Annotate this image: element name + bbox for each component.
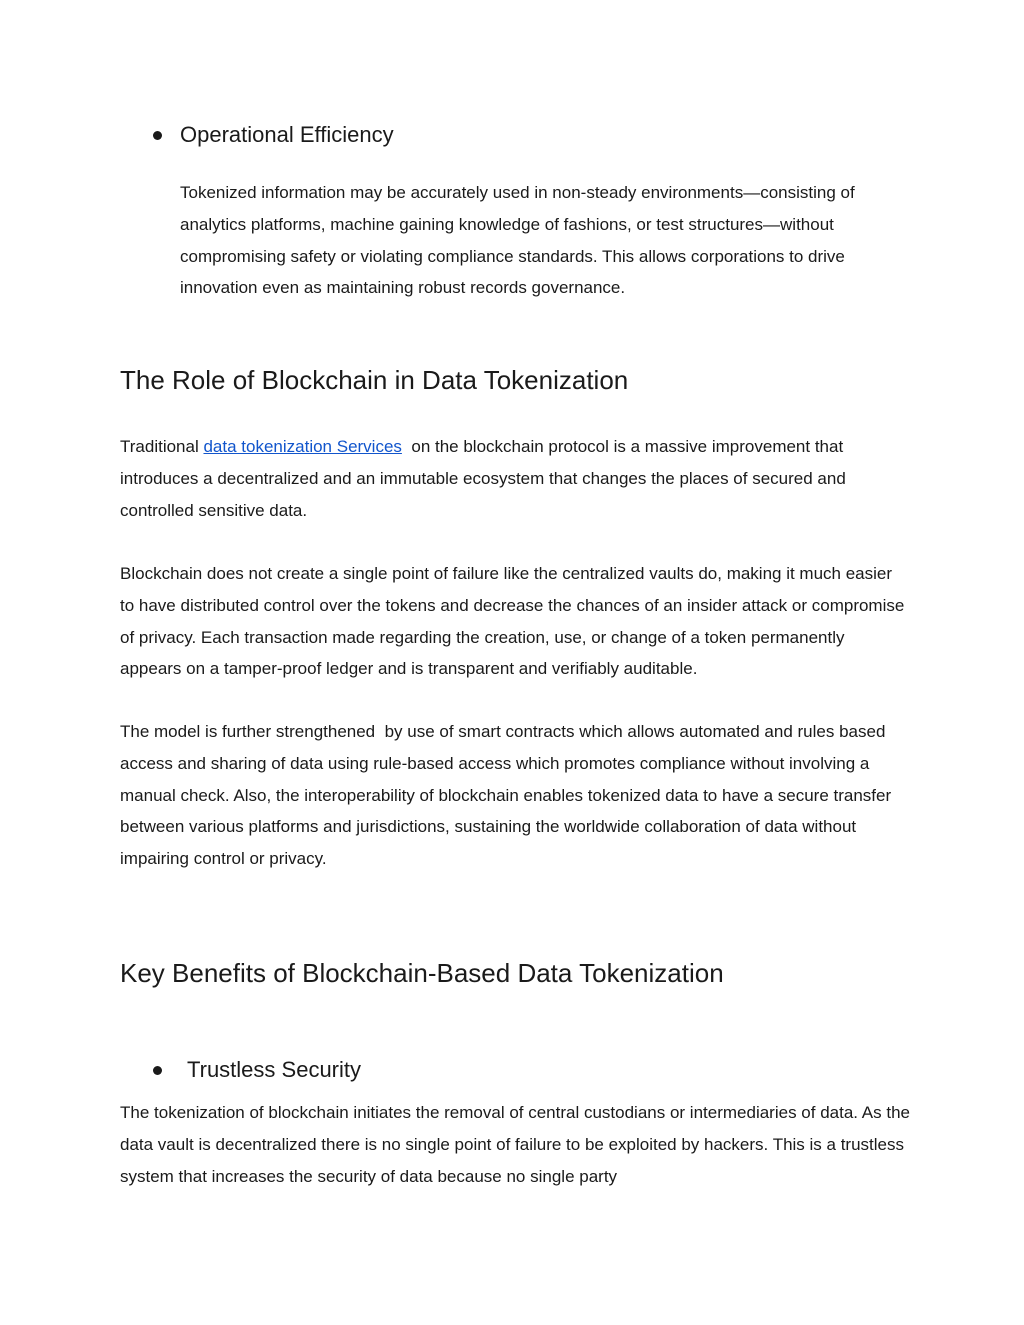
role-paragraph-1	[120, 431, 910, 526]
role-paragraph-1-intro: Traditional	[120, 437, 204, 456]
bullet-item-operational-efficiency	[153, 120, 394, 150]
operational-efficiency-paragraph: Tokenized information may be accurately used in non-steady environments—consisting of analytics platforms, machine gaining knowledge of fashions, or test structures—without compromising safety or violating compliance standards. This allows corporations to drive innovation even as maintaining robust records governance.	[180, 183, 855, 298]
bullet-title: Trustless Security	[187, 1057, 362, 1082]
section-heading-key-benefits: Key Benefits of Blockchain-Based Data Tokenization	[120, 958, 724, 988]
trustless-security-paragraph: The tokenization of blockchain initiates the removal of central custodians or intermediaries of data. As the data vault is decentralized there is no single point of failure to be exploited by hackers. This is a trustless system that increases the security of data because no single party	[120, 1103, 910, 1186]
data-tokenization-services-link[interactable]: data tokenization Services	[203, 437, 402, 456]
section-heading-role-of-blockchain: The Role of Blockchain in Data Tokenization	[120, 365, 629, 395]
bullet-dot-icon	[153, 131, 162, 140]
bullet-title: Operational Efficiency	[180, 122, 394, 147]
role-paragraph-1-rest: on the blockchain protocol is a massive improvement that introduces a decentralized and an immutable ecosystem that changes the places of secured and controlled sensitive data.	[120, 437, 851, 520]
bullet-dot-icon	[153, 1066, 162, 1075]
bullet-item-trustless-security	[153, 1055, 361, 1085]
role-paragraph-2: Blockchain does not create a single point of failure like the centralized vaults do, making it much easier to have distributed control over the tokens and decrease the chances of an insider attack or compromise of privacy. Each transaction made regarding the creation, use, or change of a token permanently appears on a tamper-proof ledger and is transparent and verifiably auditable.	[120, 564, 905, 679]
role-paragraph-3: The model is further strengthened by use of smart contracts which allows automated and rules based access and sharing of data using rule-based access which promotes compliance without involving a manual check. Also, the interoperability of blockchain enables tokenized data to have a secure transfer between various platforms and jurisdictions, sustaining the worldwide collaboration of data without impairing control or privacy.	[120, 722, 896, 869]
